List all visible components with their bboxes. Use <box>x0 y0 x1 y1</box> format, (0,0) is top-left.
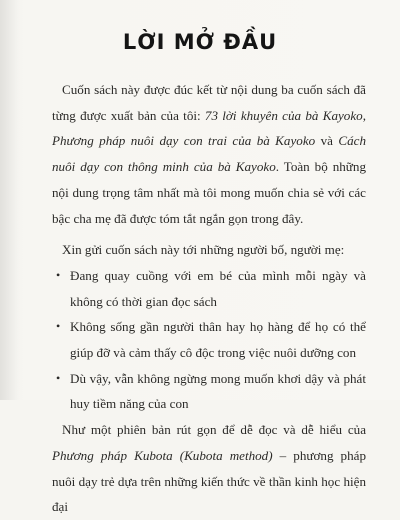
bullet-text: Đang quay cuồng với em bé của mình mỗi ngày và không có thời gian đọc sách <box>70 267 366 309</box>
closing-text-1: Như một phiên bản rút gọn để dễ đọc và dễ hiểu của <box>62 422 366 438</box>
dedication-text: Xin gửi cuốn sách này tới những người bố, người mẹ: <box>62 242 345 258</box>
book-title-1: 73 lời khuyên của bà Kayoko <box>204 107 363 123</box>
bullet-dot: • <box>56 319 61 334</box>
page-gutter-shadow <box>0 0 18 400</box>
closing-text-2: – phương pháp nuôi dạy trẻ dựa trên những kiến thức về thần kinh học hiện đại <box>52 447 367 515</box>
closing-paragraph <box>52 417 366 520</box>
bullet-text: Không sống gần người thân hay họ hàng để họ có thể giúp đỡ và cảm thấy cô độc trong việc nuôi dưỡng con <box>70 319 366 361</box>
intro-text-1: Cuốn sách này được đúc kết từ nội dung ba cuốn sách đã từng được xuất bản của tôi: <box>52 82 366 123</box>
intro-sep-2: và <box>315 133 339 149</box>
bullet-item <box>52 263 366 314</box>
bullet-dot: • <box>56 267 61 282</box>
dedication-line <box>52 237 366 263</box>
book-title-2: Phương pháp nuôi dạy con trai của bà Kayoko <box>52 133 316 149</box>
book-title-3: Cách nuôi dạy con thông minh của bà Kayoko <box>52 133 366 175</box>
intro-sep-1: , <box>362 107 366 123</box>
page-body <box>52 77 366 520</box>
bullet-item <box>52 314 366 365</box>
bullet-dot: • <box>56 370 61 385</box>
intro-paragraph <box>52 77 366 231</box>
bullet-text: Dù vậy, vẫn không ngừng mong muốn khơi dậy và phát huy tiềm năng của con <box>70 370 366 412</box>
bullet-item <box>52 366 366 417</box>
intro-text-2: . Toàn bộ những nội dung trọng tâm nhất mà tôi mong muốn chia sẻ với các bậc cha mẹ đã được tóm tắt ngắn gọn trong đây. <box>52 159 366 226</box>
chapter-heading: LỜI MỞ ĐẦU <box>122 30 278 54</box>
method-name: Phương pháp Kubota (Kubota method) <box>52 447 273 463</box>
